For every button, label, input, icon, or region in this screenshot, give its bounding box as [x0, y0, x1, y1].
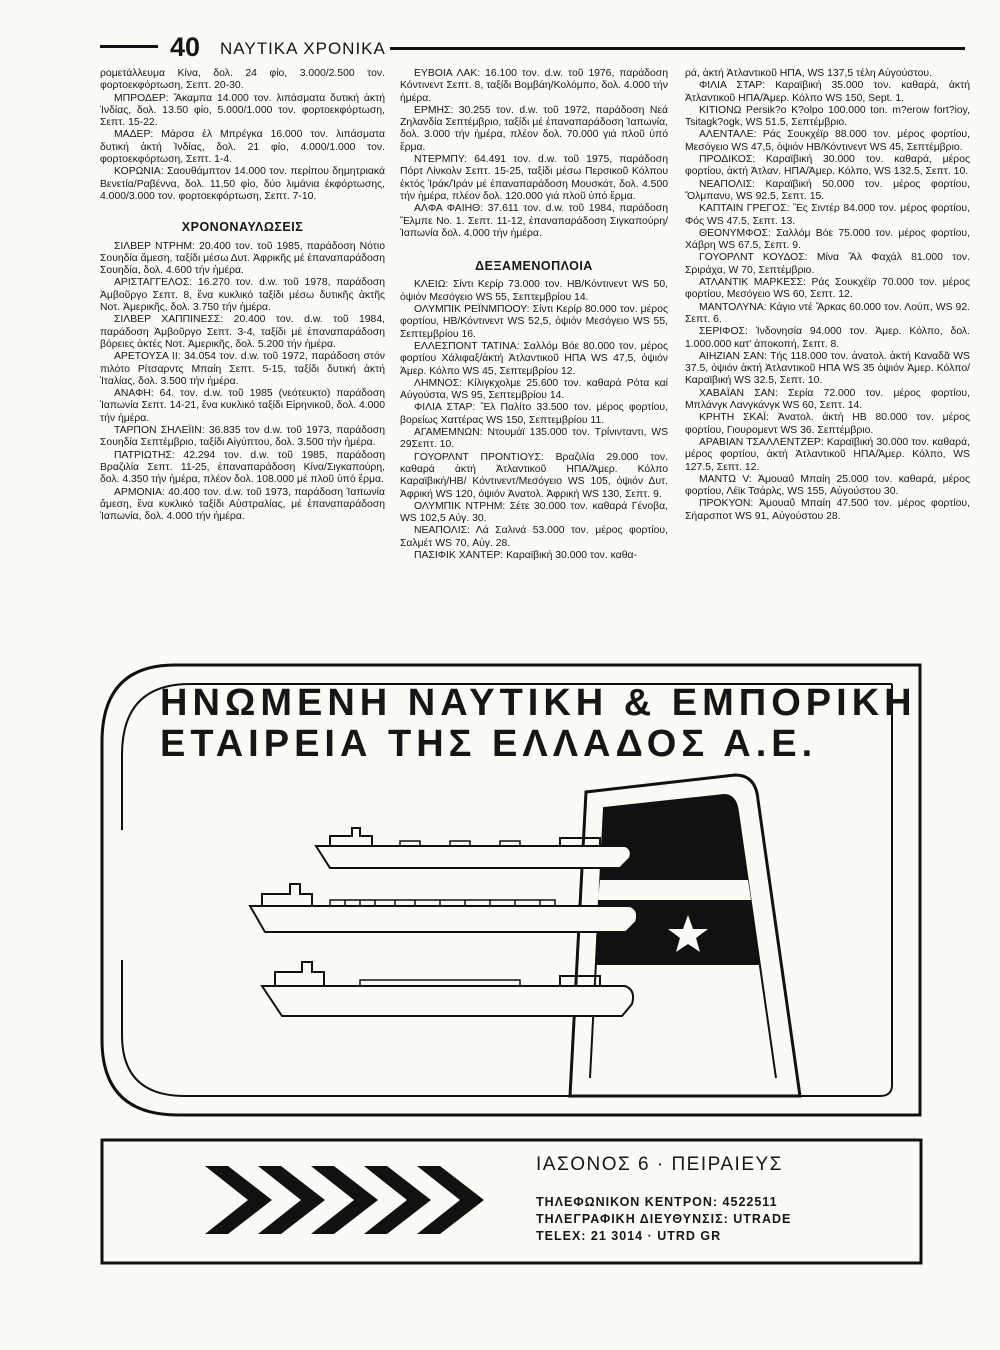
listing-entry: ΓΟΥΟΡΛΝΤ ΚΟΥΔΟΣ: Μίνα Ἄλ Φαχάλ 81.000 τον. Σριράχα, W 70, Σεπτέμβριο. — [685, 252, 970, 276]
listing-entry: ΓΟΥΟΡΛΝΤ ΠΡΟΝΤΙΟΥΣ: Βραζιλία 29.000 τον. καθαρά ἀκτή Ἀτλαντικοῦ ΗΠΑ/Ἀμερ. Κόλπο Καραϊβική/HB/ Κόντινεντ/Μεσόγειο WS 105, ὀψιόν Δυτ. Ἀφρική WS 120, ὀψιόν Ἀνατολ. Ἀφρική WS 130, Σεπτ. 9. — [400, 451, 668, 500]
publication-title: ΝΑΥΤΙΚΑ ΧΡΟΝΙΚΑ — [220, 39, 386, 58]
funnel-band-middle — [598, 880, 751, 900]
listing-entry: ΑΡΑΒΙΑΝ ΤΣΑΛΛΕΝΤΖΕΡ: Καραϊβική 30.000 τον. καθαρά, μέρος φορτίου, ἀκτή Ἀτλαντικοῦ ΗΠΑ/Ἀμερ. Κόλπο, WS 127.5, Σεπτ. 12. — [685, 436, 970, 473]
listing-entry: ΛΗΜΝΟΣ: Κίλιγκχολμε 25.600 τον. καθαρά Ρότα καί Αὐγούστα, WS 95, Σεπτεμβρίου 14. — [400, 377, 668, 402]
listing-entry: ΑΝΑΦΗ: 64. τον. d.w. τοῦ 1985 (νεότευκτο) παράδοση Ἰαπωνία Σεπτ. 14-21, ἕνα κυκλικό ταξίδι Εἰρηνικοῦ, δολ. 4.000 τήν ἡμέρα. — [100, 388, 385, 424]
funnel-band-upper — [600, 795, 748, 880]
listing-entry: ΑΡΙΣΤΑΓΓΕΛΟΣ: 16.270 τον. d.w. τοῦ 1978, παράδοση Ἀμβοῦργο Σεπτ. 8, ἕνα κυκλικό ταξίδι μέσω δυτικῆς ἀκτῆς Νοτ. Ἀμερικῆς, δολ. 3.750 τήν ἡμέρα. — [100, 277, 385, 314]
listing-entry: ΑΤΛΑΝΤΙΚ ΜΑΡΚΕΣΣ: Ράς Σουκχέϊρ 70.000 τον. μέρος φορτίου, Μεσόγειο WS 60, Σεπτ. 12. — [685, 277, 970, 301]
listing-entry: ΚΙΤΙΟΝΩ Persik?o K?olpo 100.000 ton. m?erow fort?ioy, Tsitagk?ogk, WS 51.5, Σεπτέμβριο. — [685, 104, 970, 129]
listing-entry: ΕΛΛΕΣΠΟΝΤ ΤΑΤΙΝΑ: Σαλλόμ Βόε 80.000 τον. μέρος φορτίου Χάλιφαξ/ἀκτή Ἀτλαντικοῦ ΗΠΑ WS 47,5, ὀψιόν Ἀμερ. Κόλπο WS 45, Σεπτεμβρίου 12. — [400, 340, 668, 377]
listing-entry: ΕΥΒΟΙΑ ΛΑΚ: 16.100 τον. d.w. τοῦ 1976, παράδοση Κόντινεντ Σεπτ. 8, ταξίδι Βομβάη/Κολόμπο, δολ. 4.000 τήν ἡμέρα. — [400, 68, 668, 104]
ad-company-name-line1: ΗΝΩΜΕΝΗ ΝΑΥΤΙΚΗ & ΕΜΠΟΡΙΚΗ — [160, 682, 917, 724]
listing-entry: ΠΡΟΔΙΚΟΣ: Καραϊβική 30.000 τον. καθαρά, μέρος φορτίου, ἀκτή Ἀτλαν. ΗΠΑ/Ἀμερ. Κόλπο, WS 132.5, Σεπτ. 10. — [685, 154, 970, 178]
listing-entry: ΕΡΜΗΣ: 30.255 τον. d.w. τοῦ 1972, παράδοση Νεά Ζηλανδία Σεπτέμβριο, ταξίδι μέ ἐπαναπαράδοση Ἰαπωνία, δολ. 3.000 τήν ἡμέρα, πλέον δολ. 70.000 γιά πλοῦ ὑπό ἔρμα. — [400, 104, 668, 153]
page-number: 40 — [170, 32, 201, 62]
listing-entry: ΑΡΕΤΟΥΣΑ ΙΙ: 34.054 τον. d.w. τοῦ 1972, παράδοση στόν πιλότο Ρίτσαρντς Μπαίη Σεπτ. 5-15, ταξίδι δυτική ἀκτή Ἰταλίας, δολ. 3.500 τήν ἡμέρα. — [100, 351, 385, 387]
listing-entry: ΚΟΡΩΝΙΑ: Σαουθάμπτον 14.000 τον. περίπου δημητριακά Βενετία/Ραβέννα, δολ. 11,50 φίο, δύο λιμάνια ἐκφόρτωσης, 4.000/3.000 τον. φορτοεκφόρτωση, Σεπτ. 7-10. — [100, 166, 385, 202]
ad-company-name-line2: ΕΤΑΙΡΕΙΑ ΤΗΣ ΕΛΛΑΔΟΣ Α.Ε. — [160, 723, 818, 765]
listing-entry: ΜΑΝΤΩ V: Ἀμουαΰ Μπαίη 25.000 τον. καθαρά, μέρος φορτίου, Λέϊκ Τσάρλς, WS 155, Αὐγούστου 30. — [685, 473, 970, 498]
listing-entry: ΧΑΒΑΪΑΝ ΣΑΝ: Σερία 72.000 τον. μέρος φορτίου, Μπλάνγκ Λανγκάνγκ WS 60, Σεπτ. 14. — [685, 387, 970, 412]
listing-entry: ΣΕΡΙΦΟΣ: Ἰνδονησία 94.000 τον. Ἀμερ. Κόλπο, δολ. 1.000.000 κατ' ἀποκοπή, Σεπτ. 8. — [685, 326, 970, 350]
ad-address: ΙΑΣΟΝΟΣ 6 · ΠΕΙΡΑΙΕΥΣ — [536, 1154, 783, 1175]
chevron-right-icon — [205, 1166, 272, 1234]
listing-entry: ΑΡΜΟΝΙΑ: 40.400 τον. d.w. τοῦ 1973, παράδοση Ἰαπωνία ἄμεση, ἕνα κυκλικό ταξίδι Αὐστραλίας, μέ ἐπαναπαράδοση Ἰαπωνία, δολ. 4.000 τήν ἡμέρα. — [100, 486, 385, 523]
ship-icon — [250, 906, 637, 932]
listing-entry: ΜΑΝΤΟΛΥΝΑ: Κάγιο ντέ Ἄρκας 60.000 τον. Λούπ, WS 92. Σεπτ. 6. — [685, 301, 970, 325]
listing-entry: ΚΡΗΤΗ ΣΚΑΪ: Ἀνατολ. ἀκτή HB 80.000 τον. μέρος φορτίου, Γιουρομεντ WS 36. Σεπτέμβριο. — [685, 412, 970, 436]
listing-entry: ρά, ἀκτή Ἀτλαντικοῦ ΗΠΑ, WS 137,5 τέλη Αὐγούστου. — [685, 68, 933, 79]
section-heading-tankers: ΔΕΞΑΜΕΝΟΠΛΟΙΑ — [475, 259, 593, 274]
listing-entry: ΣΙΛΒΕΡ ΝΤΡΗΜ: 20.400 τον. τοῦ 1985, παράδοση Νότιο Σουηδία ἄμεση, ταξίδι μέσω Δυτ. Ἀφρικῆς μέ ἐπαναπαράδοση Σουηδία, δολ. 4.600 τήν ἡμέρα. — [100, 240, 385, 277]
ship-icon — [316, 846, 631, 868]
ad-phone: ΤΗΛΕΦΩΝΙΚΟΝ ΚΕΝΤΡΟΝ: 4522511 — [536, 1195, 778, 1209]
contact-box — [102, 1140, 921, 1263]
listing-entry: ΝΕΑΠΟΛΙΣ: Λά Σαλινά 53.000 τον. μέρος φορτίου, Σαλμέτ WS 70, Αὐγ. 28. — [400, 525, 668, 549]
listing-entry: ΤΑΡΠΟΝ ΣΗΛΕΪΙΝ: 36.835 τον d.w. τοῦ 1973, παράδοση Σουηδία Σεπτέμβριο, ταξίδι Αἰγύπτου, δολ. 3.500 τήν ἡμέρα. — [100, 425, 385, 449]
listing-entry: ΟΛΥΜΠΙΚ ΝΤΡΗΜ: Σέτε 30.000 τον. καθαρά Γένοβα, WS 102,5 Αὐγ. 30. — [400, 500, 668, 525]
section-heading-time-charters: ΧΡΟΝΟΝΑΥΛΩΣΕΙΣ — [181, 220, 304, 235]
ship-icon — [262, 986, 633, 1016]
listing-entry: ΜΑΔΕΡ: Μάρσα ἐλ Μπρέγκα 16.000 τον. λιπάσματα δυτική ἀκτή Ἰνδίας, δολ. 21 φίο, 4.000/1.000 τον. φορτοεκφόρτωση, Σεπτ. 1-4. — [100, 129, 385, 166]
ad-telex: TELEX: 21 3014 · UTRD GR — [536, 1229, 722, 1243]
listing-entry: ΠΑΣΙΦΙΚ ΧΑΝΤΕΡ: Καραϊβική 30.000 τον. καθα- — [414, 549, 637, 561]
listing-entry: ΟΛΥΜΠΙΚ ΡΕΪΝΜΠΟΟΥ: Σίντι Κερίρ 80.000 τον. μέρος φορτίου, HB/Κόντινεντ WS 52,5, ὀψιόν Μεσόγειο WS 55, Σεπτεμβρίου 16. — [400, 304, 668, 340]
listing-entry: ΠΑΤΡΙΩΤΗΣ: 42.294 τον. d.w. τοῦ 1985, παράδοση Βραζιλία Σεπτ. 11-25, ἐπαναπαράδοση Κίνα/Σιγκαπούρη, δολ. 4.350 τήν ἡμέρα, πλέον δολ. 108.000 μέ πλοῦ ὑπό ἔρμα. — [100, 449, 385, 486]
listing-entry: ΚΑΠΤΑΙΝ ΓΡΕΓΟΣ: Ἔς Σιντέρ 84.000 τον. μέρος φορτίου, Φός WS 47.5, Σεπτ. 13. — [685, 203, 970, 227]
listing-entry: ΝΤΕΡΜΠΥ: 64.491 τον. d.w. τοῦ 1975, παράδοση Πόρτ Λίνκολν Σεπτ. 15-25, ταξίδι μέσω Περσικοῦ Κόλπου ἐκτός Ἰράκ/Ἰράν μέ ἐπαναπαράδοση Μουσκάτ, δολ. 4.500 τήν ἡμέρα, πλέον δολ. 120.000 γιά πλοῦ ὑπό ἔρμα. — [400, 154, 668, 202]
listing-entry: ΦΙΛΙΑ ΣΤΑΡ: Καραϊβική 35.000 τον. καθαρά, ἀκτή Ἀτλαντικοῦ ΗΠΑ/Ἀμερ. Κόλπο WS 150, Sept. 1. — [685, 80, 970, 104]
listing-entry: ΑΛΦΑ ΦΑΙΗΘ: 37.611 τον. d.w. τοῦ 1984, παράδοση Ἔλμπε Νο. 1. Σεπτ. 11-12, ἐπαναπαράδοση Σιγκαπούρη/Ἰαπωνία δολ. 4.000 τήν ἡμέρα. — [400, 203, 668, 239]
listing-entry: ΝΕΑΠΟΛΙΣ: Καραϊβική 50.000 τον. μέρος φορτίου, Ὄλμπανυ, WS 92.5, Σεπτ. 15. — [685, 178, 970, 202]
listing-entry: ΜΠΡΟΔΕΡ: Ἄκαμπα 14.000 τον. λιπάσματα δυτική ἀκτή Ἰνδίας, δολ. 13.50 φίο, 5.000/1.000 τον. φορτοεκφόρτωση, Σεπτ. 15-22. — [100, 92, 385, 129]
listing-entry: ΦΙΛΙΑ ΣΤΑΡ: Ἔλ Παλίτο 33.500 τον. μέρος φορτίου, βορείως Χαττέρας WS 150, Σεπτεμβρίου 11. — [400, 402, 668, 426]
listing-entry: ρομετάλλευμα Κίνα, δολ. 24 φίο, 3.000/2.500 τον. φορτοεκφόρτωση, Σεπτ. 20-30. — [100, 68, 385, 92]
listing-entry: ΚΛΕΙΩ: Σίντι Κερίρ 73.000 τον. HB/Κόντινεντ WS 50, ὀψιόν Μεσόγειο WS 55, Σεπτεμβρίου 14. — [400, 279, 668, 303]
listing-entry: ΠΡΟΚΥΟΝ: Ἀμουαΰ Μπαίη 47.500 τον. μέρος φορτίου, Σήαρσποτ WS 91, Αὐγούστου 28. — [685, 498, 970, 522]
listing-entry: ΘΕΟΝΥΜΦΟΣ: Σαλλόμ Βόε 75.000 τον. μέρος φορτίου, Χάβρη WS 67.5, Σεπτ. 9. — [685, 227, 970, 252]
listing-entry: ΑΙΗΖΙΑΝ ΣΑΝ: Τής 118.000 τον. ἀνατολ. ἀκτή Καναδᾶ WS 37.5, ὀψιόν ἀκτή Ἀτλαντικοῦ ΗΠΑ WS 35 ὀψιόν Ἀμερ. Κόλπο/Καραϊβική WS 32.5, Σεπτ. 10. — [685, 350, 970, 387]
listing-entry: ΑΓΑΜΕΜΝΩΝ: Ντουμάϊ 135.000 τον. Τρίνινταντι, WS 29Σεπτ. 10. — [400, 427, 668, 451]
listing-entry: ΑΛΕΝΤΑΛΕ: Ράς Σουκχέϊρ 88.000 τον. μέρος φορτίου, Μεσόγειο WS 47,5, ὀψιόν HB/Κόντινεντ WS 45, Σεπτέμβριο. — [685, 129, 970, 153]
listing-entry: ΣΙΛΒΕΡ ΧΑΠΠΙΝΕΣΣ: 20.400 τον. d.w. τοῦ 1984, παράδοση Ἀμβοῦργο Σεπτ. 3-4, ταξίδι μέ ἐπαναπαράδοση βόρειες ἀκτές Νοτ. Ἀμερικῆς, δολ. 5.200 τήν ἡμέρα. — [100, 314, 385, 350]
ad-telegraph: ΤΗΛΕΓΡΑΦΙΚΗ ΔΙΕΥΘΥΝΣΙΣ: UTRADE — [536, 1212, 792, 1226]
